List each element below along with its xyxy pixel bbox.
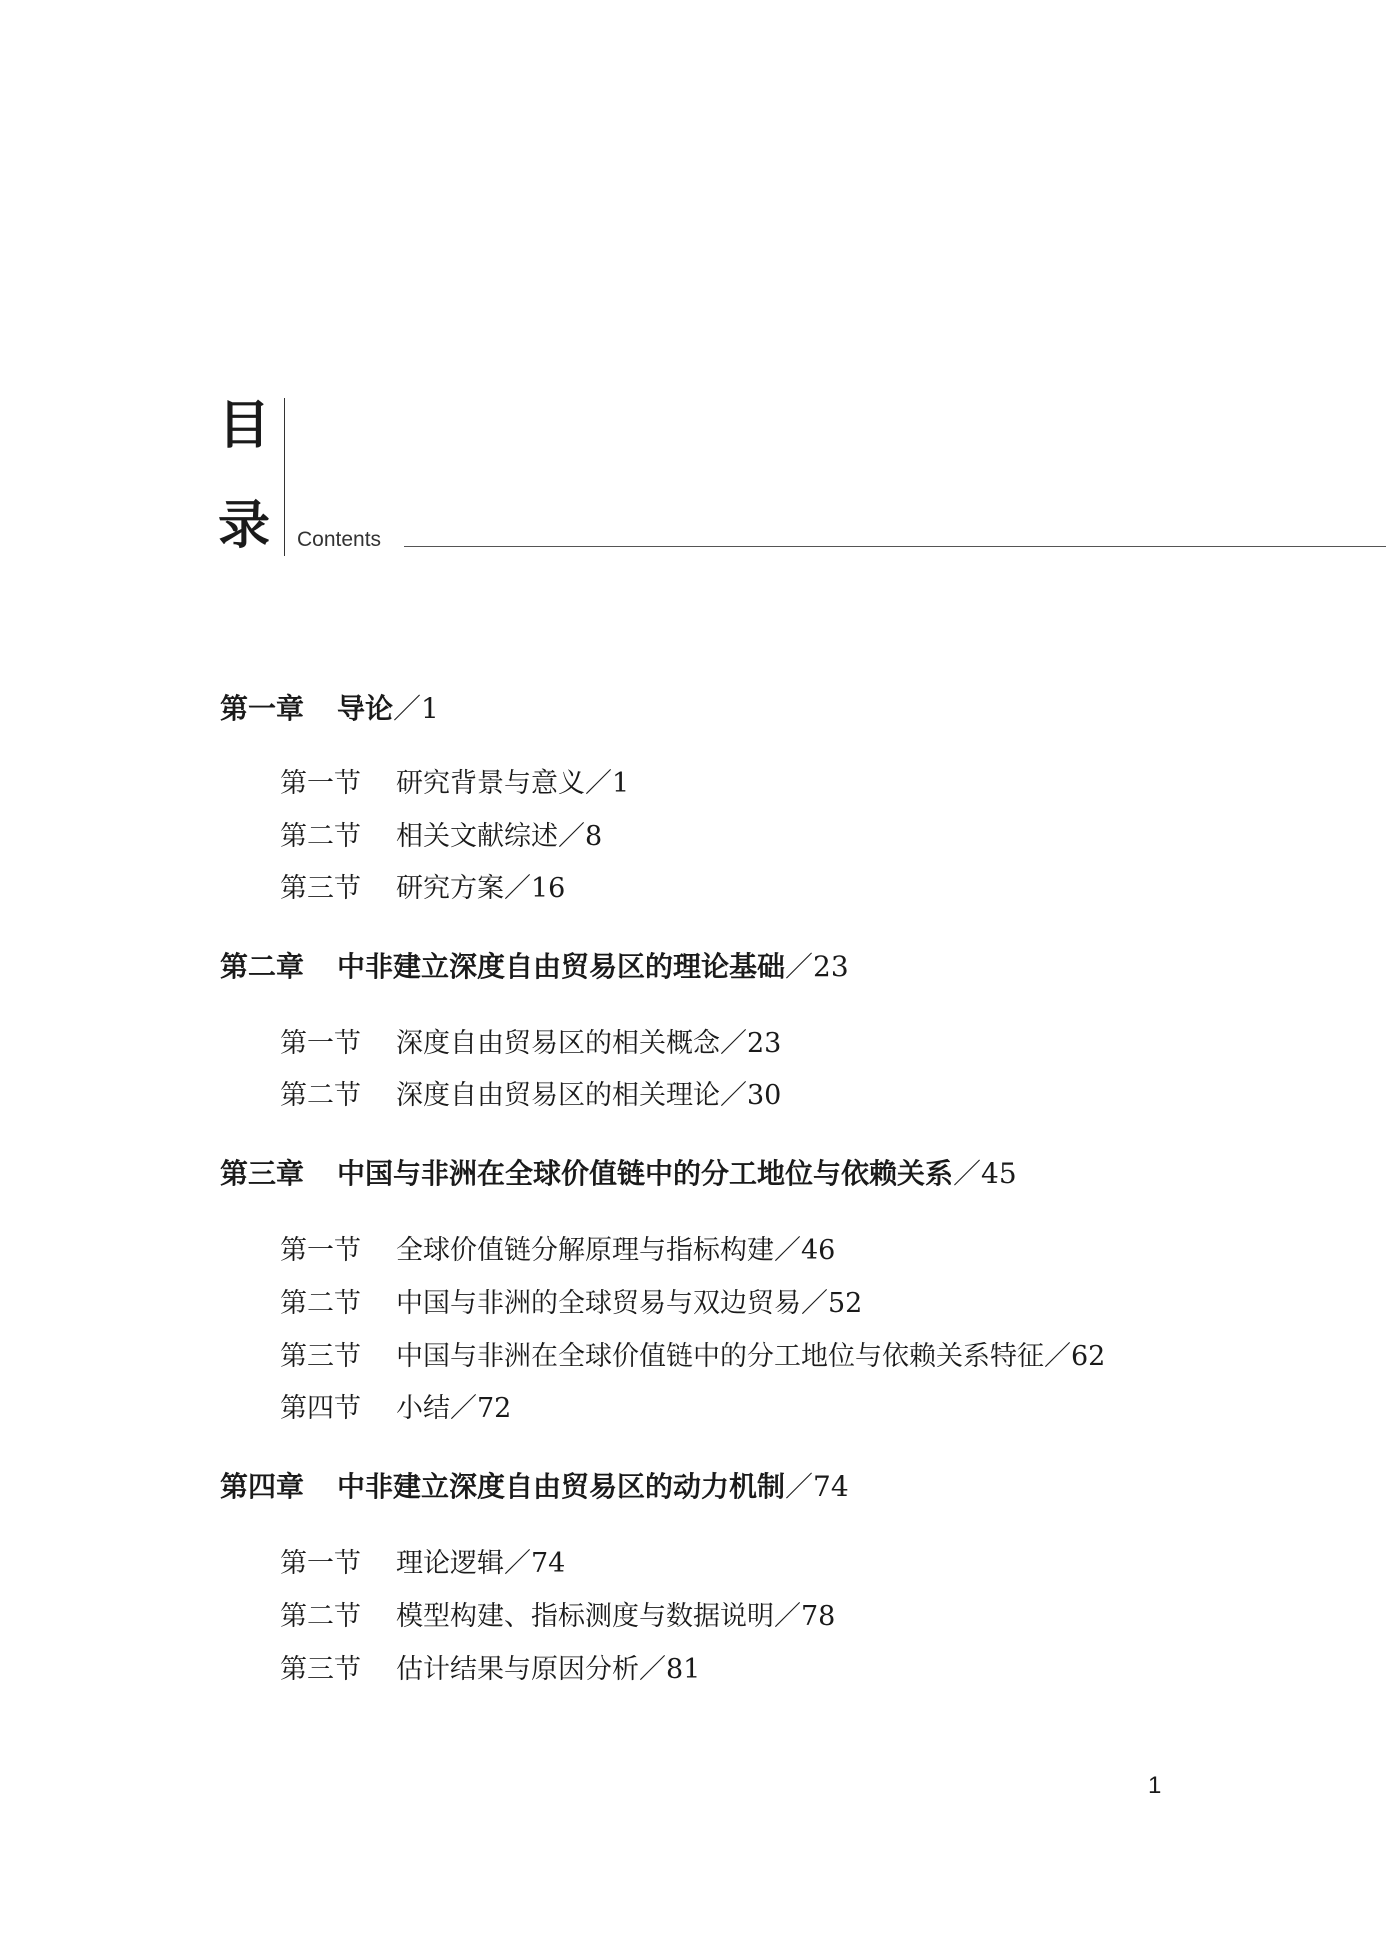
toc-entry-page: ／1: [585, 768, 630, 799]
toc-section-entry[interactable]: [280, 1550, 565, 1577]
toc-section-entry[interactable]: [280, 1656, 700, 1683]
toc-entry-title: 估计结果与原因分析: [396, 1654, 639, 1685]
toc-entry-page: ／45: [953, 1157, 1017, 1190]
toc-chapter-entry[interactable]: [220, 1470, 849, 1503]
toc-section-entry[interactable]: [280, 1603, 835, 1630]
toc-section-entry[interactable]: [280, 770, 629, 797]
toc-entry-label: 第一节: [280, 1548, 361, 1579]
toc-entry-title: 小结: [396, 1393, 450, 1424]
toc-entry-title: 全球价值链分解原理与指标构建: [396, 1235, 774, 1266]
heading-char-mu: 目: [218, 395, 271, 456]
toc-entry-page: ／23: [785, 950, 849, 983]
toc-entry-title: 深度自由贸易区的相关概念: [396, 1028, 720, 1059]
toc-entry-title: 中非建立深度自由贸易区的动力机制: [337, 1470, 786, 1503]
toc-entry-page: ／74: [504, 1548, 566, 1579]
toc-entry-title: 中非建立深度自由贸易区的理论基础: [337, 950, 786, 983]
toc-entry-label: 第二节: [280, 821, 361, 852]
toc-entry-label: 第二节: [280, 1080, 361, 1111]
page-number: 1: [1148, 1772, 1162, 1799]
toc-entry-page: ／30: [720, 1080, 782, 1111]
toc-entry-label: 第一章: [220, 692, 305, 725]
toc-entry-label: 第四章: [220, 1470, 305, 1503]
toc-entry-title: 模型构建、指标测度与数据说明: [396, 1601, 774, 1632]
toc-chapter-entry[interactable]: [220, 950, 849, 983]
toc-entry-page: ／62: [1044, 1341, 1106, 1372]
toc-entry-label: 第二章: [220, 950, 305, 983]
toc-section-entry[interactable]: [280, 875, 565, 902]
toc-entry-label: 第一节: [280, 768, 361, 799]
toc-entry-page: ／23: [720, 1028, 782, 1059]
toc-entry-label: 第二节: [280, 1601, 361, 1632]
toc-entry-title: 理论逻辑: [396, 1548, 504, 1579]
toc-entry-page: ／46: [774, 1235, 836, 1266]
toc-section-entry[interactable]: [280, 1082, 781, 1109]
toc-section-entry[interactable]: [280, 1237, 835, 1264]
toc-entry-label: 第一节: [280, 1235, 361, 1266]
toc-entry-title: 研究背景与意义: [396, 768, 585, 799]
toc-entry-label: 第一节: [280, 1028, 361, 1059]
toc-entry-label: 第三节: [280, 1341, 361, 1372]
toc-entry-page: ／52: [801, 1288, 863, 1319]
heading-vertical-divider: [284, 398, 285, 556]
toc-entry-page: ／1: [393, 692, 439, 725]
toc-section-entry[interactable]: [280, 1290, 862, 1317]
toc-chapter-entry[interactable]: [220, 692, 439, 725]
toc-section-entry[interactable]: [280, 1030, 781, 1057]
heading-horizontal-rule: [404, 546, 1386, 547]
toc-entry-label: 第三节: [280, 1654, 361, 1685]
toc-entry-title: 研究方案: [396, 873, 504, 904]
toc-entry-title: 导论: [337, 692, 394, 725]
toc-entry-label: 第二节: [280, 1288, 361, 1319]
toc-entry-title: 深度自由贸易区的相关理论: [396, 1080, 720, 1111]
toc-section-entry[interactable]: [280, 1395, 511, 1422]
toc-entry-page: ／78: [774, 1601, 836, 1632]
toc-entry-title: 相关文献综述: [396, 821, 558, 852]
toc-entry-label: 第三节: [280, 873, 361, 904]
toc-entry-page: ／81: [639, 1654, 701, 1685]
heading-subtitle: Contents: [297, 528, 382, 551]
toc-entry-page: ／8: [558, 821, 603, 852]
toc-entry-label: 第四节: [280, 1393, 361, 1424]
toc-entry-title: 中国与非洲的全球贸易与双边贸易: [396, 1288, 801, 1319]
toc-entry-label: 第三章: [220, 1157, 305, 1190]
toc-chapter-entry[interactable]: [220, 1157, 1017, 1190]
heading-char-lu: 录: [218, 495, 271, 556]
toc-entry-page: ／72: [450, 1393, 512, 1424]
toc-section-entry[interactable]: [280, 1343, 1105, 1370]
toc-entry-page: ／16: [504, 873, 566, 904]
toc-entry-page: ／74: [785, 1470, 849, 1503]
toc-entry-title: 中国与非洲在全球价值链中的分工地位与依赖关系特征: [396, 1341, 1044, 1372]
toc-section-entry[interactable]: [280, 823, 602, 850]
toc-entry-title: 中国与非洲在全球价值链中的分工地位与依赖关系: [337, 1157, 954, 1190]
